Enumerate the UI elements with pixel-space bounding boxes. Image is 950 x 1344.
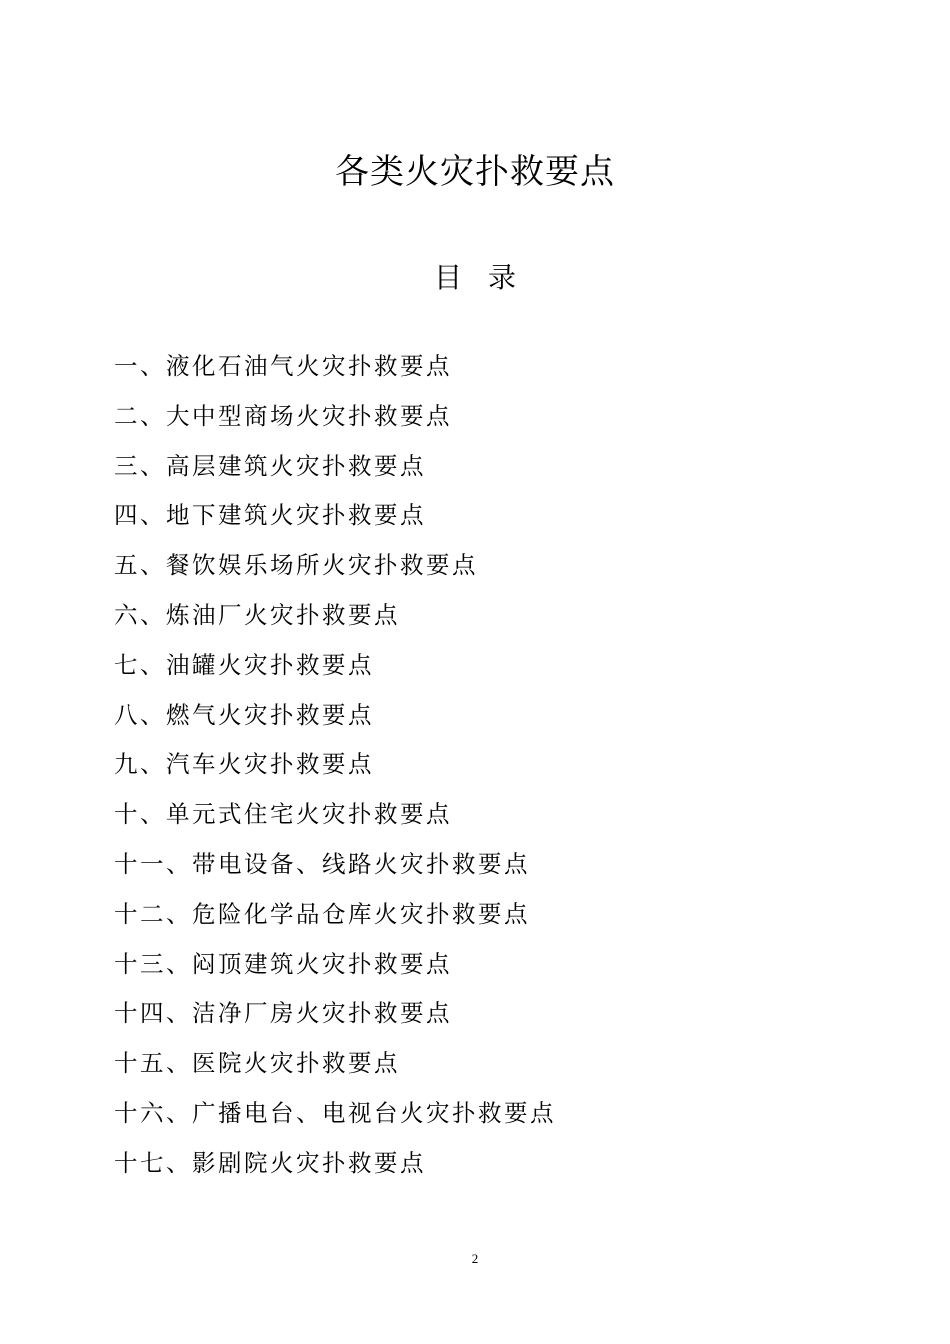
toc-list xyxy=(114,346,556,1193)
toc-item: 十七、影剧院火灾扑救要点 xyxy=(114,1148,426,1177)
toc-item: 九、汽车火灾扑救要点 xyxy=(114,750,374,779)
toc-item: 十二、危险化学品仓库火灾扑救要点 xyxy=(114,899,530,928)
toc-item: 四、地下建筑火灾扑救要点 xyxy=(114,501,426,530)
toc-item: 七、油罐火灾扑救要点 xyxy=(114,650,374,679)
toc-heading-char-2: 录 xyxy=(488,261,517,294)
toc-item: 八、燃气火灾扑救要点 xyxy=(114,700,374,729)
toc-item: 二、大中型商场火灾扑救要点 xyxy=(114,401,452,430)
toc-item: 十、单元式住宅火灾扑救要点 xyxy=(114,800,452,829)
toc-item: 五、餐饮娱乐场所火灾扑救要点 xyxy=(114,551,478,580)
document-title: 各类火灾扑救要点 xyxy=(335,152,615,192)
toc-item: 十五、医院火灾扑救要点 xyxy=(114,1049,400,1078)
toc-heading xyxy=(0,258,950,298)
toc-item: 十六、广播电台、电视台火灾扑救要点 xyxy=(114,1098,556,1127)
toc-item: 十一、带电设备、线路火灾扑救要点 xyxy=(114,849,530,878)
toc-heading-char-1: 目 xyxy=(433,261,462,294)
toc-item: 十三、闷顶建筑火灾扑救要点 xyxy=(114,949,452,978)
toc-item: 三、高层建筑火灾扑救要点 xyxy=(114,451,426,480)
toc-item: 十四、洁净厂房火灾扑救要点 xyxy=(114,999,452,1028)
toc-item: 六、炼油厂火灾扑救要点 xyxy=(114,600,400,629)
toc-item: 一、液化石油气火灾扑救要点 xyxy=(114,352,452,380)
page-number: 2 xyxy=(471,1251,479,1266)
